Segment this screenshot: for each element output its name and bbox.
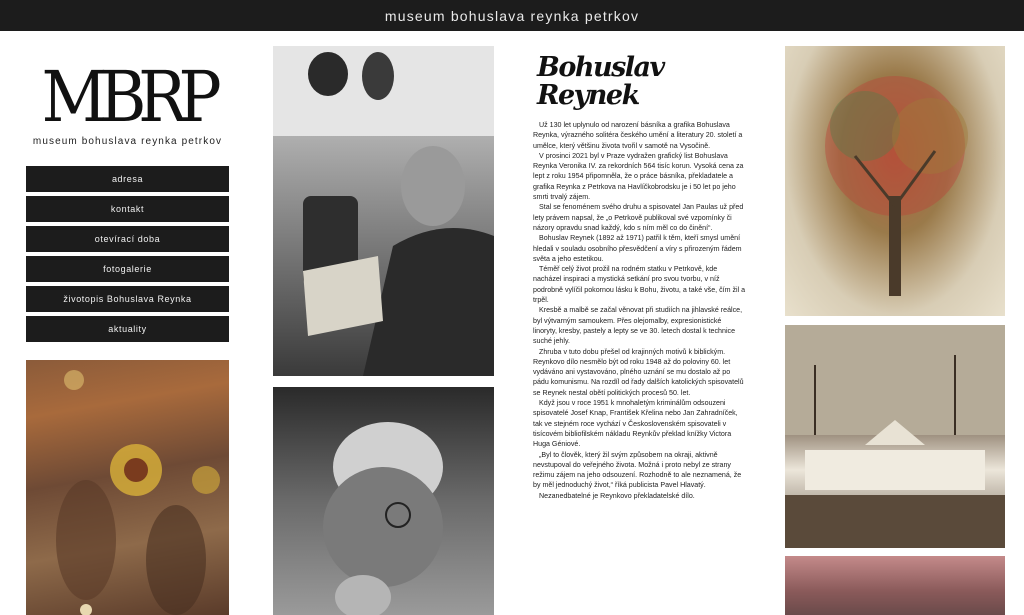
menu-item-aktuality[interactable]: aktuality xyxy=(26,316,229,342)
left-artwork-illustration xyxy=(26,360,229,615)
article-paragraph: Téměř celý život prožil na rodném statku v Petrkově, kde nacházel inspiraci a mystická setkání pro svou tvorbu, v níž podrobně vylíčil pokornou lásku k Bohu, životu, a také vše, čím žil a trpěl. xyxy=(533,265,746,305)
photo-reynek-reading xyxy=(273,46,494,376)
article-paragraph: Stal se fenoménem svého druhu a spisovatel Jan Paulas už před lety právem napsal, že „o Petrkově publikoval své vzpomínky či názory opravdu snad každý, kdo s ním měl co do činění“. xyxy=(533,203,744,232)
article-paragraph: Už 130 let uplynulo od narození básníka a grafika Bohuslava Reynka, výrazného solitéra českého umění a literatury 20. století a umělce, který většinu života tvořil v samotě na Vysočině. xyxy=(533,121,743,150)
article-paragraph: „Byl to člověk, který žil svým způsobem na okraji, aktivně nevstupoval do veřejného života. Možná i proto nebyl ze strany režimu zájem na jeho odsouzení. Rozhodně to ale neznamená, že by měl jednoduchý život,“ říká publicista Pavel Hlavatý. xyxy=(533,450,742,490)
photo-reynek-reading-illustration xyxy=(273,46,494,376)
menu-item-adresa[interactable]: adresa xyxy=(26,166,229,192)
left-artwork-image xyxy=(26,360,229,615)
photo-reynek-with-cat xyxy=(273,387,494,615)
menu-item-oteviraci-doba[interactable]: otevírací doba xyxy=(26,226,229,252)
artwork-red xyxy=(785,556,1005,615)
menu-item-zivotopis[interactable]: životopis Bohuslava Reynka xyxy=(26,286,229,312)
article-paragraph: Bohuslav Reynek (1892 až 1971) patřil k těm, kteří smysl umění hledali v souladu osobního přesvědčení a víry s přirozeným řádem světa a jeho estetikou. xyxy=(533,234,742,263)
article-title-line1: Bohuslav xyxy=(537,52,664,83)
logo-mark: MBRP xyxy=(41,56,214,138)
article-body xyxy=(533,120,747,501)
logo[interactable] xyxy=(26,56,229,147)
article xyxy=(533,54,747,501)
artwork-tree xyxy=(785,46,1005,316)
artwork-winter-village-illustration xyxy=(785,325,1005,548)
article-title xyxy=(537,54,747,110)
site-title[interactable]: museum bohuslava reynka petrkov xyxy=(384,7,640,24)
article-title-line2: Reynek xyxy=(537,80,639,111)
artwork-tree-illustration xyxy=(785,46,1005,316)
article-paragraph: Zhruba v tuto dobu přešel od krajinných motivů k biblickým. Reynkovo dílo nesmělo být od roku 1948 až do poloviny 60. let vydáváno ani vystavováno, plného uznání se mu dostalo až po pádu komunismu. Na rozdíl od řady dalších katolických spisovatelů se Reynek nestal obětí politických procesů 50. let. xyxy=(533,347,744,397)
article-paragraph: Nezanedbatelné je Reynkovo překladatelské dílo. xyxy=(539,491,695,500)
menu-item-fotogalerie[interactable]: fotogalerie xyxy=(26,256,229,282)
photo-reynek-with-cat-illustration xyxy=(273,387,494,615)
menu-item-kontakt[interactable]: kontakt xyxy=(26,196,229,222)
article-paragraph: V prosinci 2021 byl v Praze vydražen grafický list Bohuslava Reynka Veronika IV. za rekordních 564 tisíc korun. Vysoká cena za lept z roku 1954 připomněla, že o práce básníka, překladatele a grafika Reynka z Petrkova na Havlíčkobrodsku je i 50 let po jeho smrti trvalý zájem. xyxy=(533,151,744,202)
top-bar xyxy=(0,0,1024,31)
article-paragraph: Kresbě a malbě se začal věnovat při studiích na jihlavské reálce, byl výtvarným samoukem. Přes olejomalby, expresionistické linoryty, kresby, pastely a lepty se ve 30. letech dostal k technice suché jehly. xyxy=(533,306,743,346)
article-paragraph: Když jsou v roce 1951 k mnohaletým kriminálům odsouzeni spisovatelé Josef Knap, František Křelina nebo Jan Zahradníček, tak ve stejném roce vychází v Československém spisovateli v tisícovém bibliofilském nákladu Reynkův překlad knížky Victora Huga Géniové. xyxy=(533,399,738,449)
artwork-winter-village xyxy=(785,325,1005,548)
logo-subtitle: museum bohuslava reynka petrkov xyxy=(32,136,223,147)
main-menu xyxy=(26,166,229,346)
